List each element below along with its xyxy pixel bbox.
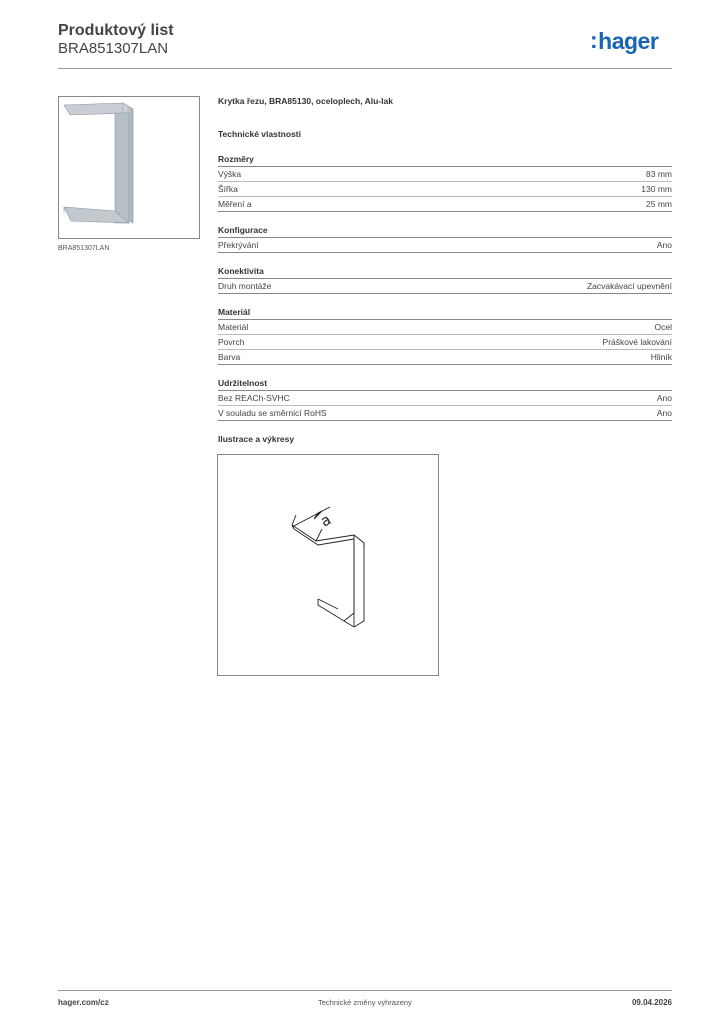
spec-row: [218, 350, 672, 365]
spec-label: Bez REACh-SVHC: [218, 393, 290, 403]
hager-logo: :hager: [590, 27, 659, 54]
footer-notice: Technické změny vyhrazeny: [318, 998, 412, 1007]
spec-row: [218, 238, 672, 253]
spec-row: [218, 167, 672, 182]
spec-row: [218, 182, 672, 197]
spec-value: 25 mm: [646, 199, 672, 209]
spec-label: Výška: [218, 169, 242, 179]
spec-section-title: Udržitelnost: [218, 376, 672, 391]
spec-section: [218, 376, 672, 421]
technical-heading: Technické vlastnosti: [218, 129, 301, 139]
spec-section-title: Rozměry: [218, 152, 672, 167]
spec-value: Ocel: [654, 322, 672, 332]
spec-row: [218, 279, 672, 294]
spec-row: [218, 335, 672, 350]
spec-value: Hliník: [650, 352, 672, 362]
spec-value: Ano: [656, 393, 672, 403]
product-name: Krytka řezu, BRA85130, oceloplech, Alu-lak: [218, 96, 393, 106]
thumbnail-caption: BRA851307LAN: [58, 245, 110, 252]
spec-row: [218, 406, 672, 421]
spec-section-title: Materiál: [218, 305, 672, 320]
spec-row: [218, 197, 672, 212]
footer-date: 09.04.2026: [631, 998, 672, 1007]
spec-label: Druh montáže: [218, 281, 272, 291]
footer-website[interactable]: hager.com/cz: [58, 998, 109, 1007]
spec-value: Ano: [656, 240, 672, 250]
spec-value: 83 mm: [646, 169, 672, 179]
dimension-label: a: [317, 510, 335, 531]
product-details: [218, 96, 672, 432]
technical-drawing: [217, 454, 439, 676]
spec-value: Práškové lakování: [602, 337, 672, 347]
product-code: BRA851307LAN: [58, 40, 169, 57]
spec-label: Šířka: [218, 184, 238, 194]
spec-row: [218, 320, 672, 335]
spec-label: Povrch: [218, 337, 245, 347]
page-title: Produktový list: [58, 22, 174, 39]
spec-label: Měření a: [218, 199, 252, 209]
spec-label: Materiál: [218, 322, 249, 332]
spec-section: [218, 305, 672, 365]
spec-value: 130 mm: [641, 184, 672, 194]
spec-section-title: Konfigurace: [218, 223, 672, 238]
dimension-drawing: [218, 455, 438, 675]
spec-section: [218, 223, 672, 253]
footer-divider: [58, 990, 672, 991]
spec-section: [218, 152, 672, 212]
spec-value: Zacvakávací upevnění: [586, 281, 672, 291]
spec-section: [218, 264, 672, 294]
spec-value: Ano: [656, 408, 672, 418]
header-divider: [58, 68, 672, 69]
spec-label: V souladu se směrnicí RoHS: [218, 408, 327, 418]
product-image: [58, 96, 200, 239]
spec-row: [218, 391, 672, 406]
spec-label: Překrývání: [218, 240, 259, 250]
illustrations-title: Ilustrace a výkresy: [218, 434, 295, 444]
spec-section-title: Konektivita: [218, 264, 672, 279]
spec-label: Barva: [218, 352, 241, 362]
product-bracket-icon: [59, 97, 199, 238]
